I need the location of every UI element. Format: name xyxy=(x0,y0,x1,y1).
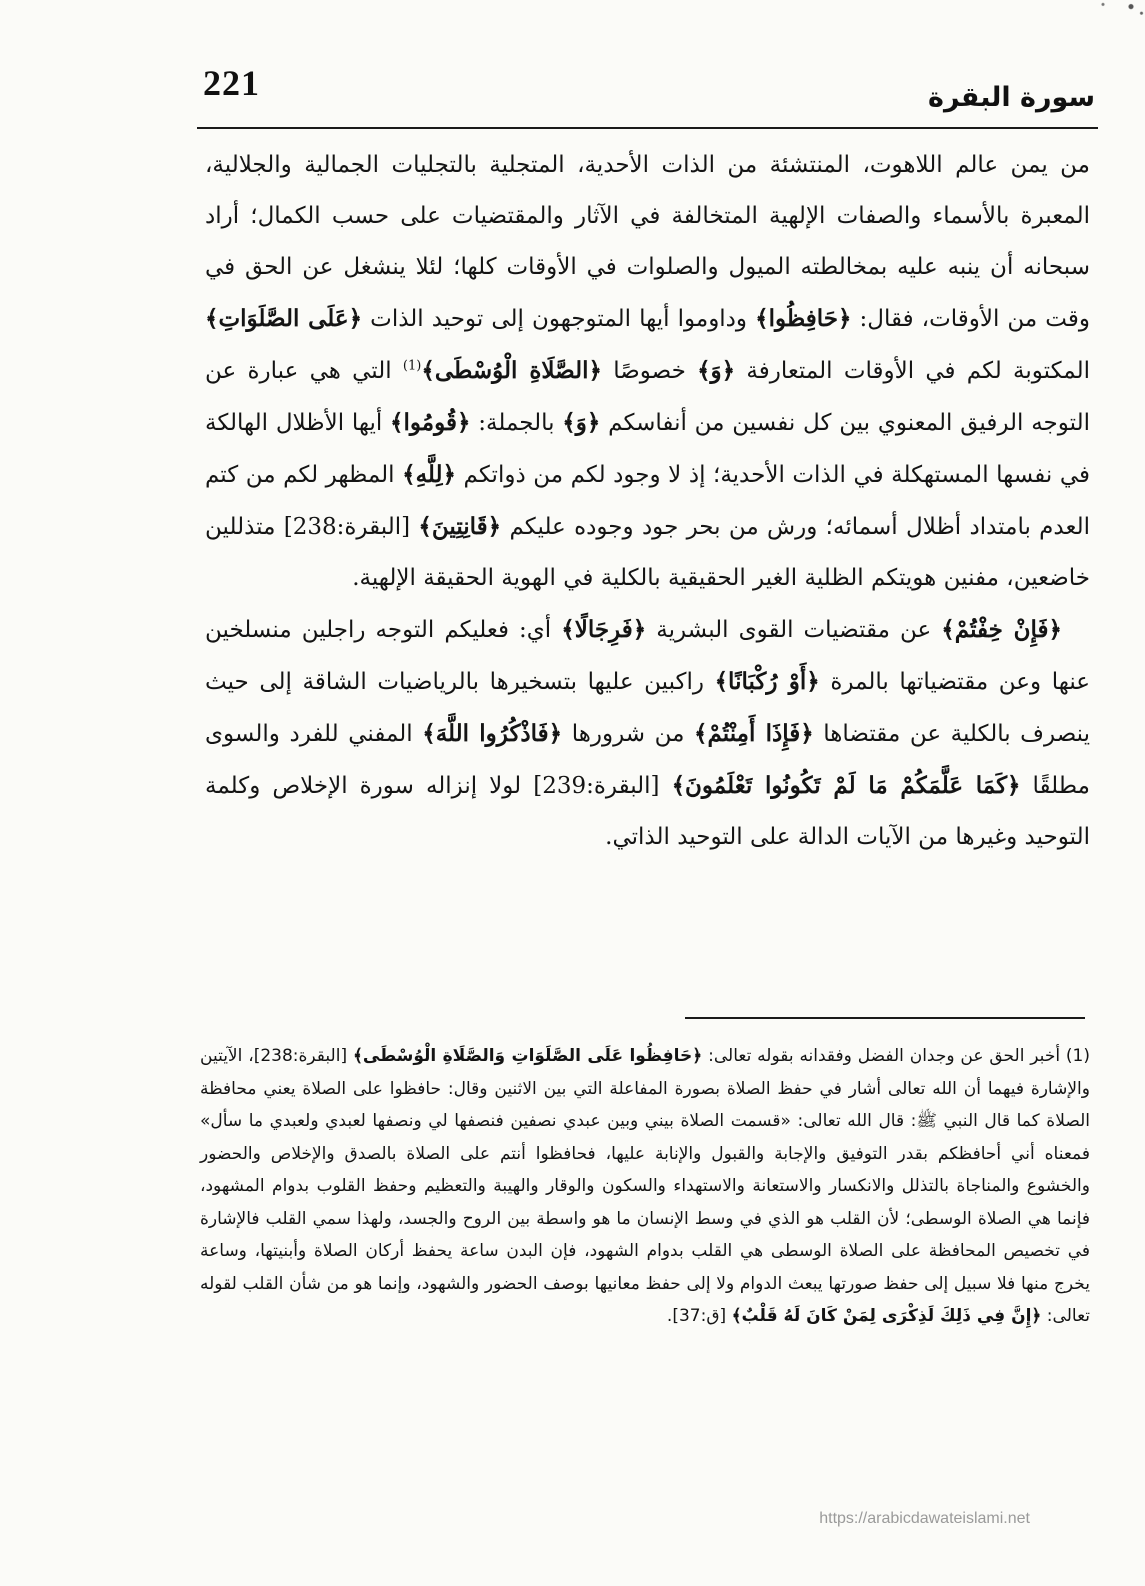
surah-title: سورة البقرة xyxy=(928,82,1095,113)
text-span: [البقرة:238]، الآيتين والإشارة فيهما أن الله تعالى أشار في حفظ الصلاة بصورة المفاعلة التي بين الاثنين وقال: حافظوا على الصلاة يعني محافظة الصلاة كما قال النبي ﷺ: قال الله تعالى: «قسمت الصلاة بيني وبين عبدي نصفين فنصفها لي ونصفها لعبدي ولعبدي ما سأل» فمعناه أني أحافظكم بقدر التوفيق والإجابة والقبول والإنابة عليها، فحافظوا أنتم على الصلاة بالصدق والإخلاص والحضور والخشوع والمناجاة بالتذلل والانكسار والاستعانة والاستهداء والسكون والوقار والهيبة والتعظيم وحفظ القلوب بدوام المشهود، فإنما هي الصلاة الوسطى؛ لأن القلب هو الذي في وسط الإنسان ما هو واسطة بين الروح والجسد، ولهذا سمي القلب فالإشارة في تخصيص المحافظة على الصلاة الوسطى هي القلب بدوام الشهود، فإن البدن ساعة يحفظ أركان الصلاة وأبنيتها، وساعة يخرج منها فلا سبيل إلى حفظ صورتها يبعث الدوام ولا إلى حفظ معانيها بوصف الحضور والشهود، وإنما هو من شأن القلب لقوله تعالى: xyxy=(200,1046,1090,1326)
text-span: خصوصًا xyxy=(601,358,698,384)
text-span: راكبين عليها بتسخيرها بالرياضيات الشاقة إلى حيث ينصرف بالكلية عن مقتضاها xyxy=(205,669,1090,747)
quran-verse: ﴿قُومُوا﴾ xyxy=(390,409,471,436)
text-span: [البقرة:239] لولا إنزاله سورة الإخلاص وكلمة التوحيد وغيرها من الآيات الدالة على التوحيد الذاتي. xyxy=(205,773,1090,850)
quran-verse: ﴿فَإِنْ خِفْتُمْ﴾ xyxy=(941,616,1062,643)
text-span: (1) أخبر الحق عن وجدان الفضل وفقدانه بقوله تعالى: xyxy=(702,1046,1091,1066)
quran-verse: ﴿فَرِجَالًا﴾ xyxy=(561,616,647,643)
scan-speck xyxy=(1075,0,1145,22)
quran-verse: ﴿لِلَّهِ﴾ xyxy=(402,461,456,488)
header-divider xyxy=(197,127,1098,129)
footnote-1 xyxy=(200,1040,1090,1333)
paragraph-2 xyxy=(205,604,1090,863)
quran-verse: ﴿حَافِظُوا عَلَى الصَّلَوَاتِ وَالصَّلَاةِ الْوُسْطَى﴾ xyxy=(352,1046,703,1066)
footnote xyxy=(200,1040,1090,1333)
quran-verse: ﴿فَإِذَا أَمِنْتُمْ﴾ xyxy=(693,720,814,747)
text-span: عن مقتضيات القوى البشرية xyxy=(646,617,942,643)
text-span: المظهر لكم من كتم العدم بامتداد أظلال أسمائه؛ ورش من بحر جود وجوده عليكم xyxy=(205,462,1090,540)
quran-verse: ﴿إِنَّ فِي ذَلِكَ لَذِكْرَى لِمَنْ كَانَ لَهُ قَلْبٌ﴾ xyxy=(731,1306,1042,1326)
quran-verse: ﴿وَ﴾ xyxy=(562,409,601,436)
text-span: من شرورها xyxy=(562,721,694,747)
quran-verse: ﴿قَانِتِينَ﴾ xyxy=(418,513,502,540)
text-span: المفني للفرد والسوى مطلقًا xyxy=(205,721,1090,799)
text-span: المكتوبة لكم في الأوقات المتعارفة xyxy=(735,358,1090,384)
quran-verse: ﴿عَلَى الصَّلَوَاتِ﴾ xyxy=(205,305,363,332)
watermark-url: https://arabicdawateislami.net xyxy=(819,1510,1030,1527)
footnote-marker[interactable]: (1) xyxy=(402,358,422,374)
paragraph-1 xyxy=(205,140,1090,604)
quran-verse: ﴿أَوْ رُكْبَانًا﴾ xyxy=(714,668,820,695)
quran-verse: ﴿الصَّلَاةِ الْوُسْطَى﴾ xyxy=(421,357,602,384)
text-span: أيها الأظلال الهالكة في نفسها المستهكلة في الذات الأحدية؛ إذ لا وجود لكم من ذواتكم xyxy=(205,410,1090,488)
main-text xyxy=(205,140,1090,863)
text-span: التي هي عبارة عن التوجه الرفيق المعنوي بين كل نفسين من أنفاسكم xyxy=(205,358,1090,436)
quran-verse: ﴿فَاذْكُرُوا اللَّهَ﴾ xyxy=(422,720,563,747)
quran-verse: ﴿كَمَا عَلَّمَكُمْ مَا لَمْ تَكُونُوا تَعْلَمُونَ﴾ xyxy=(671,772,1021,799)
text-span: بالجملة: xyxy=(470,410,563,436)
quran-verse: ﴿حَافِظُوا﴾ xyxy=(755,305,852,332)
text-span: [البقرة:238] متذللين خاضعين، مفنين هويتكم الظلية الغير الحقيقية بالكلية في الهوية الحقيقة الإلهية. xyxy=(205,514,1090,591)
text-span: من يمن عالم اللاهوت، المنتشئة من الذات الأحدية، المتجلية بالتجليات الجمالية والجلالية، المعبرة بالأسماء والصفات الإلهية المتخالفة في الآثار والمقتضيات على حسب الكمال؛ أراد سبحانه أن ينبه عليه بمخالطته الميول والصلوات في الأوقات كلها؛ لئلا ينشغل عن الحق في وقت من الأوقات، فقال: xyxy=(205,152,1090,332)
footnote-divider xyxy=(685,1017,1085,1019)
text-span: وداوموا أيها المتوجهون إلى توحيد الذات xyxy=(362,306,756,332)
quran-verse: ﴿وَ﴾ xyxy=(697,357,736,384)
text-span: [ق:37]. xyxy=(666,1306,732,1326)
page-number: 221 xyxy=(203,63,260,103)
text-span: أي: فعليكم التوجه راجلين منسلخين عنها وعن مقتضياتها بالمرة xyxy=(205,617,1090,695)
